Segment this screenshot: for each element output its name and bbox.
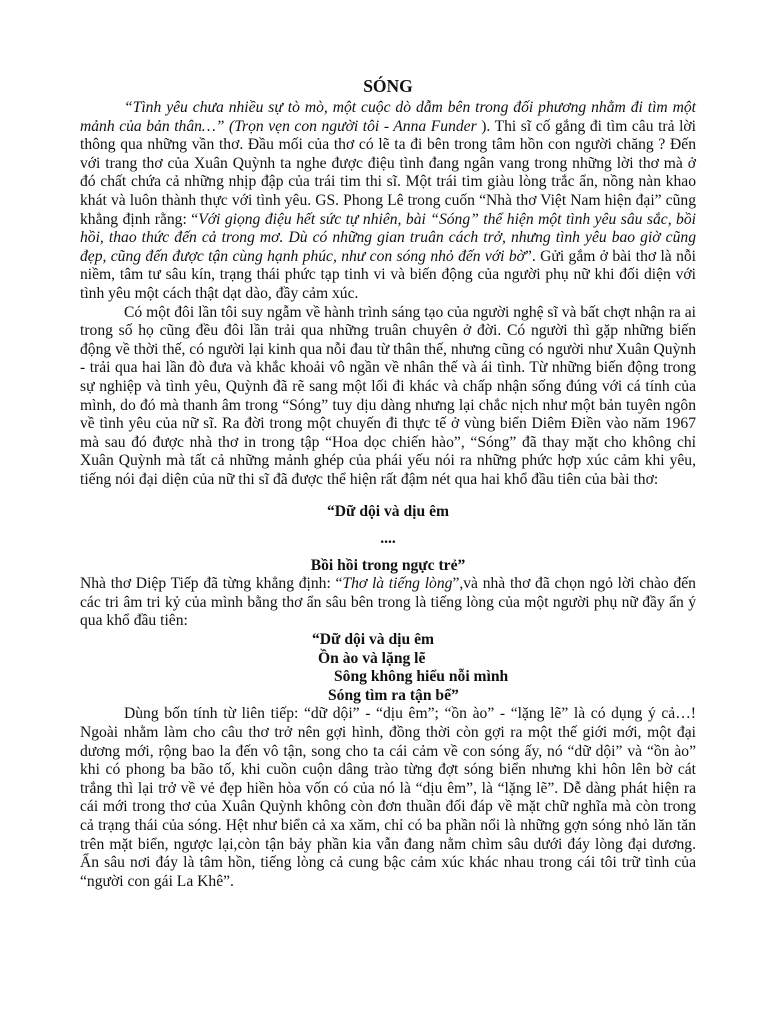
document-title: SÓNG: [363, 76, 413, 96]
diep-tiep-text-1: Nhà thơ Diệp Tiếp đã từng khẳng định: “: [80, 575, 343, 593]
document-page: [80, 76, 696, 891]
paragraph-diep-tiep: [80, 575, 696, 631]
stanza-line-4: Sóng tìm ra tận bể”: [328, 686, 459, 704]
diep-tiep-text-2: ”,và nhà thơ đã chọn ngỏ lời chào đến các tri âm tri kỷ của mình bằng thơ ẩn sâu bên trong là tiếng lòng của một người phụ nữ đầy ẩn ý qua khổ đầu tiên:: [80, 575, 696, 630]
phong-le-quote: Với giọng điệu hết sức tự nhiên, bài “Sóng” thể hiện một tình yêu sâu sắc, bồi hồi, thao thức đến cả trong mơ. Dù có những gian truân cách trở, nhưng tình yêu bao giờ cũng đẹp, cũng đến được tận cùng hạnh phúc, như con sóng nhỏ đến với bờ: [80, 210, 696, 265]
stanza-line-3: Sông không hiểu nỗi mình: [334, 668, 509, 686]
paragraph-background: Có một đôi lần tôi suy ngẫm về hành trình sáng tạo của người nghệ sĩ và bất chợt nhận ra ai trong số họ cũng đều đôi lần trải qua những truân chuyên ở đời. Có người thì gặp những biến động về thời thế, có người lại kinh qua nỗi đau từ thân thế, nhưng cũng có người như Xuân Quỳnh - trải qua hai lần đò đưa và khắc khoải vô ngần về nhân thế và ái tình. Từ những biến động trong sự nghiệp và tình yêu, Quỳnh đã rẽ sang một lối đi khác và chấp nhận sống đúng với cá tính của mình, do đó mà thanh âm trong “Sóng” tuy dịu dàng nhưng lại chắc nịch như một bản tuyên ngôn về tình yêu của nữ sĩ. Ra đời trong một chuyến đi thực tế ở vùng biển Diêm Điền vào năm 1967 mà sau đó được nhà thơ in trong tập “Hoa dọc chiến hào”, “Sóng” đã thay mặt cho không chỉ Xuân Quỳnh mà tất cả những mảnh ghép của phái yếu nói ra những phức hợp xúc cảm khi yêu, tiếng nói đại diện của nữ thi sĩ đã được thể hiện rất đậm nét qua hai khổ đầu tiên của bài thơ:: [80, 303, 696, 488]
epigraph-quote: “Tình yêu chưa nhiều sự tò mò, một cuộc dò dẫm bên trong đối phương nhằm đi tìm một mảnh của bản thân…” (Trọn vẹn con người tôi - Anna Funder: [80, 99, 696, 135]
stanza-line-2: Ồn ào và lặng lẽ: [318, 649, 426, 667]
excerpt-line-2: Bồi hồi trong ngực trẻ”: [310, 556, 466, 574]
intro-text-2: ”. Gửi gắm ở bài thơ là nỗi niềm, tâm tư sâu kín, trạng thái phức tạp tinh vi và biến động của người phụ nữ khi đối diện với tình yêu một cách thật dạt dào, đầy cảm xúc.: [80, 247, 696, 302]
paragraph-intro: [80, 99, 696, 304]
excerpt-line-1: “Dữ dội và dịu êm: [327, 503, 449, 521]
stanza-line-1: “Dữ dội và dịu êm: [312, 631, 434, 649]
intro-text-1: ). Thi sĩ cố gắng đi tìm câu trả lời thông qua những vần thơ. Đầu mối của thơ có lẽ ta đi bên trong tâm hồn con người chăng ? Đến với trang thơ của Xuân Quỳnh ta nghe được điệu tình đang ngân vang trong những lời thơ mà ở đó chất chứa cả những nhịp đập của trái tim thi sĩ. Một trái tim giàu lòng trắc ẩn, nồng nàn khao khát và luôn thành thực với tình yêu. GS. Phong Lê trong cuốn “Nhà thơ Việt Nam hiện đại” cũng khẳng định rằng: “: [80, 117, 696, 228]
diep-tiep-quote: Thơ là tiếng lòng: [342, 575, 453, 593]
paragraph-analysis: Dùng bốn tính từ liên tiếp: “dữ dội” - “dịu êm”; “ồn ào” - “lặng lẽ” là có dụng ý cả…! Ngoài nhằm làm cho câu thơ trở nên gợi hình, đồng thời còn gợi ra một thế giới mới, một đại dương mới, rộng bao la đến vô tận, song cho ta cái cảm về con sóng ấy, nó “dữ dội” và “ồn ào” khi có phong ba bão tố, khi cuồn cuộn dâng trào từng đợt sóng biển nhưng khi hôn lên bờ cát trắng thì lại trở về vẻ đẹp hiền hòa vốn có của nó là “dịu êm”, là “lặng lẽ”. Dễ dàng phát hiện ra cái mới trong thơ của Xuân Quỳnh không còn đơn thuần đối đáp về mặt chữ nghĩa mà còn trong cả trạng thái của sóng. Hệt như biển cả xa xăm, chỉ có ba phần nổi là những gợn sóng nhỏ lăn tăn trên mặt biển, ngược lại,còn tận bảy phần kia vẫn đang nằm chìm sâu dưới đáy lòng đại dương. Ẩn sâu nơi đáy là tâm hồn, tiếng lòng cả cung bậc cảm xúc khác nhau trong cái tôi trữ tình của “người con gái La Khê”.: [80, 705, 696, 890]
excerpt-ellipsis: ....: [380, 530, 396, 548]
poem-stanza: [80, 631, 696, 705]
